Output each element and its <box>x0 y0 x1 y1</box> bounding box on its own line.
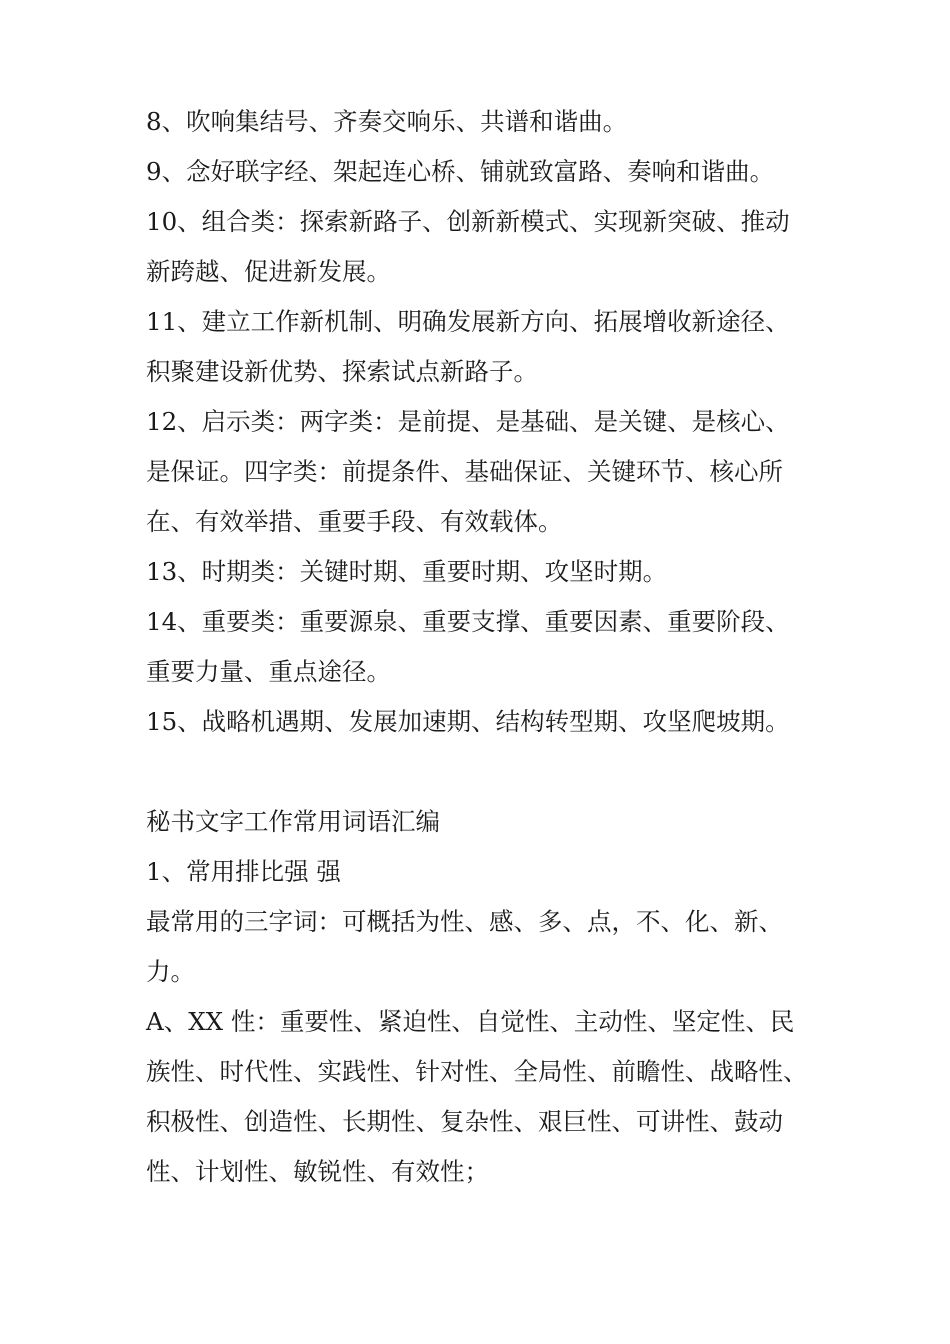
text-line: 新跨越、促进新发展。 <box>146 257 391 286</box>
text-line: 族性、时代性、实践性、针对性、全局性、前瞻性、战略性、 <box>146 1057 808 1086</box>
text-line: 最常用的三字词：可概括为性、感、多、点，不、化、新、 <box>146 907 783 936</box>
text-line: 11、建立工作新机制、明确发展新方向、拓展增收新途径、 <box>146 307 790 336</box>
text-line: 1、常用排比强 强 <box>146 857 341 886</box>
section-spacer <box>146 747 836 797</box>
text-line: 13、时期类：关键时期、重要时期、攻坚时期。 <box>146 557 668 586</box>
text-line: 是保证。四字类：前提条件、基础保证、关键环节、核心所 <box>146 457 783 486</box>
text-line: 12、启示类：两字类：是前提、是基础、是关键、是核心、 <box>146 407 790 436</box>
text-line: 性、计划性、敏锐性、有效性； <box>146 1157 489 1186</box>
text-line: 9、念好联字经、架起连心桥、铺就致富路、奏响和谐曲。 <box>146 157 775 186</box>
text-line: 8、吹响集结号、齐奏交响乐、共谱和谐曲。 <box>146 107 628 136</box>
section-heading: 秘书文字工作常用词语汇编 <box>146 807 440 836</box>
text-line: 14、重要类：重要源泉、重要支撑、重要因素、重要阶段、 <box>146 607 790 636</box>
text-line: 积极性、创造性、长期性、复杂性、艰巨性、可讲性、鼓动 <box>146 1107 783 1136</box>
text-line: 10、组合类：探索新路子、创新新模式、实现新突破、推动 <box>146 207 790 236</box>
text-line: 重要力量、重点途径。 <box>146 657 391 686</box>
text-line: 积聚建设新优势、探索试点新路子。 <box>146 357 538 386</box>
text-line: 在、有效举措、重要手段、有效载体。 <box>146 507 563 536</box>
text-line: 力。 <box>146 957 195 986</box>
document-body <box>146 97 836 1197</box>
text-line: 15、战略机遇期、发展加速期、结构转型期、攻坚爬坡期。 <box>146 707 790 736</box>
text-line: A、XX 性：重要性、紧迫性、自觉性、主动性、坚定性、民 <box>146 1007 795 1036</box>
